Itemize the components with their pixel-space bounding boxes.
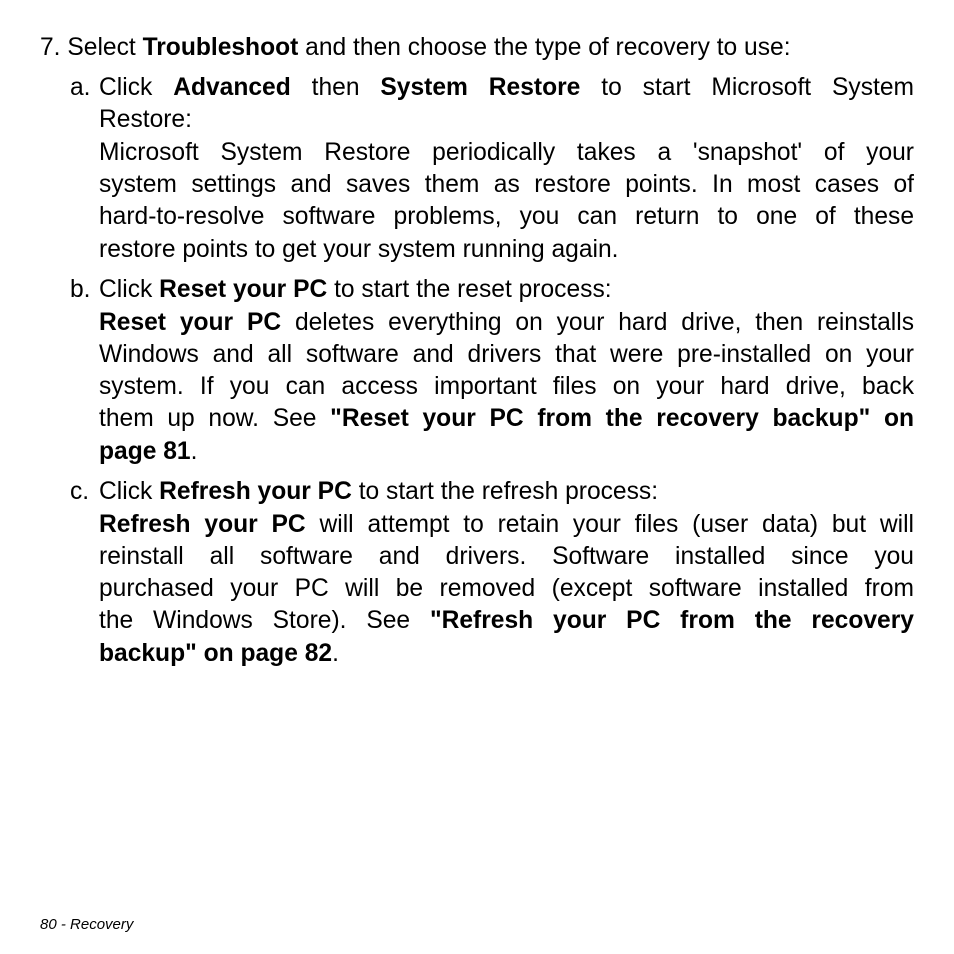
system-restore-term: System Restore: [380, 74, 581, 101]
substep-a-letter: a.: [70, 74, 91, 101]
page-footer: 80 - Recovery: [40, 916, 134, 933]
advanced-term: Advanced: [173, 74, 291, 101]
refresh-pc-page-reference[interactable]: backup" on page 82: [99, 640, 333, 667]
refresh-pc-cross-reference[interactable]: "Refresh your PC from the recovery: [429, 607, 914, 634]
troubleshoot-term: Troubleshoot: [142, 34, 299, 61]
reset-pc-cross-reference[interactable]: "Reset your PC from the recovery backup" on: [330, 405, 914, 432]
substep-a-line-2: Restore:: [99, 106, 192, 133]
substep-b-desc-2: Windows and all software and drivers that were pre-installed on your: [99, 341, 914, 368]
substep-c-desc-5: backup" on page 82.: [99, 640, 339, 667]
substep-a-desc-2: system settings and saves them as restore points. In most cases of: [99, 171, 914, 198]
substep-c-desc-2: reinstall all software and drivers. Software installed since you: [99, 543, 914, 570]
substep-a-desc-3: hard-to-resolve software problems, you can return to one of these: [99, 203, 914, 230]
substep-b-desc-5: page 81.: [99, 438, 198, 465]
substep-a-desc-4: restore points to get your system running again.: [99, 236, 619, 263]
substep-c-desc-4: the Windows Store). See "Refresh your PC from the recovery: [99, 607, 914, 634]
substep-b-line: Click Reset your PC to start the reset process:: [99, 276, 612, 303]
step-7-line: 7. Select Troubleshoot and then choose the type of recovery to use:: [40, 34, 791, 61]
substep-c-line: Click Refresh your PC to start the refresh process:: [99, 478, 659, 505]
step-7-number: 7.: [40, 34, 61, 61]
refresh-pc-term: Refresh your PC: [159, 478, 352, 505]
substep-b-desc-4: them up now. See "Reset your PC from the recovery backup" on: [99, 405, 914, 432]
substep-c-desc-1: Refresh your PC will attempt to retain your files (user data) but will: [99, 511, 914, 538]
substep-b-desc-1: Reset your PC deletes everything on your hard drive, then reinstalls: [99, 309, 915, 336]
reset-pc-term: Reset your PC: [159, 276, 328, 303]
substep-a-line: Click Advanced then System Restore to start Microsoft System: [99, 74, 914, 101]
substep-a-desc-1: Microsoft System Restore periodically takes a 'snapshot' of your: [99, 139, 914, 166]
substep-c-desc-3: purchased your PC will be removed (except software installed from: [99, 575, 914, 602]
reset-pc-page-reference[interactable]: page 81: [99, 438, 191, 465]
substep-b-desc-3: system. If you can access important files on your hard drive, back: [99, 373, 914, 400]
substep-b-letter: b.: [70, 276, 91, 303]
substep-c-letter: c.: [70, 478, 90, 505]
